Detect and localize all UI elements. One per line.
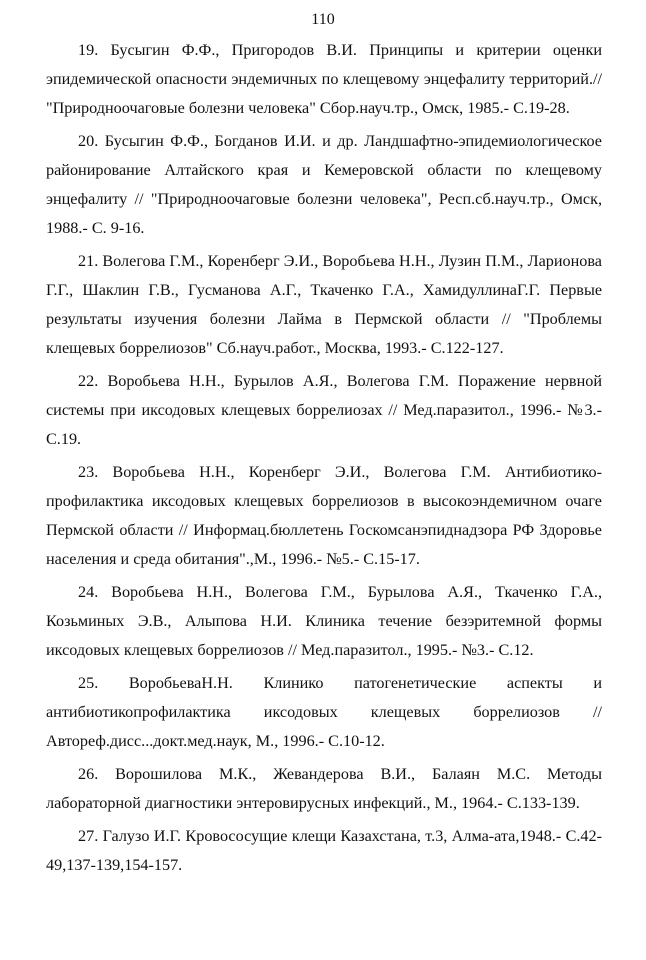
reference-item-23: 23. Воробьева Н.Н., Коренберг Э.И., Волегова Г.М. Антибиотико-профилактика иксодовых клещевых боррелиозов в высокоэндемичном очаге Пермской области // Информац.бюллетень Госкомсанэпиднадзора РФ Здоровье населения и среда обитания".,М., 1996.- №5.- С.15-17.	[46, 463, 602, 568]
reference-item-19: 19. Бусыгин Ф.Ф., Пригородов В.И. Принципы и критерии оценки эпидемической опасности эндемичных по клещевому энцефалиту территорий.// "Природноочаговые болезни человека" Сбор.науч.тр., Омск, 1985.- С.19-28.	[46, 41, 602, 117]
reference-item-27: 27. Галузо И.Г. Кровососущие клещи Казахстана, т.3, Алма-ата,1948.- С.42-49,137-139,154-157.	[46, 827, 602, 874]
page-number: 110	[311, 11, 335, 28]
reference-item-21: 21. Волегова Г.М., Коренберг Э.И., Воробьева Н.Н., Лузин П.М., Ларионова Г.Г., Шаклин Г.В., Гусманова А.Г., Ткаченко Г.А., ХамидуллинаГ.Г. Первые результаты изучения болезни Лайма в Пермской области // "Проблемы клещевых боррелиозов" Сб.науч.работ., Москва, 1993.- С.122-127.	[46, 252, 602, 357]
reference-list	[46, 36, 602, 884]
reference-item-20: 20. Бусыгин Ф.Ф., Богданов И.И. и др. Ландшафтно-эпидемиологическое районирование Алтайского края и Кемеровской области по клещевому энцефалиту // "Природноочаговые болезни человека", Респ.сб.науч.тр., Омск, 1988.- С. 9-16.	[46, 132, 602, 237]
reference-item-24: 24. Воробьева Н.Н., Волегова Г.М., Бурылова А.Я., Ткаченко Г.А., Козьминых Э.В., Алыпова Н.И. Клиника течение безэритемной формы иксодовых клещевых боррелиозов // Мед.паразитол., 1995.- №3.- С.12.	[46, 583, 602, 659]
reference-item-25: 25. ВоробьеваН.Н. Клинико патогенетические аспекты и антибиотикопрофилактика иксодовых клещевых боррелиозов // Автореф.дисс...докт.мед.наук, М., 1996.- С.10-12.	[46, 674, 602, 750]
reference-item-26: 26. Ворошилова М.К., Жевандерова В.И., Балаян М.С. Методы лабораторной диагностики энтеровирусных инфекций., М., 1964.- С.133-139.	[46, 765, 602, 812]
reference-item-22: 22. Воробьева Н.Н., Бурылов А.Я., Волегова Г.М. Поражение нервной системы при иксодовых клещевых боррелиозах // Мед.паразитол., 1996.- №3.- С.19.	[46, 372, 602, 448]
